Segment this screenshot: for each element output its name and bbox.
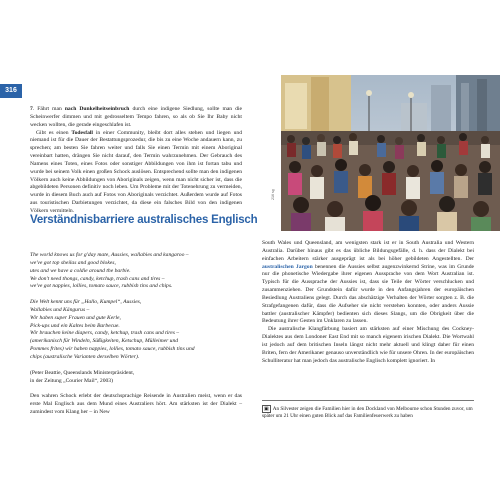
death-bold: Todesfall bbox=[71, 129, 93, 136]
page-number: 316 bbox=[0, 84, 22, 98]
intro-text-column bbox=[30, 106, 242, 216]
paragraph-cockney: Die australische Klangfärbung basiert am stärksten auf einer Mischung des Cockney-Dialektes aus dem Londoner East End mit so manch eigenem irischen Dialekt. Die Wortwahl ist jedoch auf dem britischen Inseln längst nicht mehr aktuell und klingt daher für einen Briten, fern der Amerikaner genauso unverständlich wie für unsere Ohren. In der europäischen Schulliteratur hat man jedoch das australische Englisch komplett ignoriert. In bbox=[262, 326, 474, 364]
quote-text-column bbox=[30, 252, 242, 417]
quote-attribution: (Peter Beattie, Queenslands Ministerpräsident, in der Zeitung „Courier Mail“, 2003) bbox=[30, 369, 135, 384]
paragraph-night-driving: 7. Fährt man nach Dunkelheitseinbruch durch eine indigene Siedlung, sollte man die Scheinwerfer dimmen und mit gedrosseltem Tempo fahren, so als ob Sie Ihr Baby nicht wecken wollten, die gerade eingeschlafen ist. bbox=[30, 106, 242, 128]
tip-number: 7 bbox=[30, 106, 33, 112]
festival-crowd-photo bbox=[281, 75, 500, 231]
dialect-text-column bbox=[262, 240, 474, 366]
jargon-bold: australischen Jargon bbox=[262, 263, 313, 270]
section-heading: Verständnisbarriere australisches Englisch bbox=[30, 214, 258, 226]
caption-text: An Silvester zeigen die Familien hier in den Dockland von Melbourne schon Stunden zuvor, um später um 21 Uhr einen guten Blick auf das Familienfeuerwerk zu haben bbox=[262, 406, 473, 420]
paragraph-strine: South Wales und Queensland, am wenigsten stark ist er in South Australia und Western Australia. Darüber hinaus gibt es das übliche Bildungsgefälle, d. h. dass der Dialekt bei einfachen Arbeitern stärker ausgeprägt ist als bei höher gebildeten Angestellten. Der australischen Jargon benennen die Aussies selbst augenzwinkernd Strine, was im Grunde nur die phonetische Wiedergabe ihrer eigenen Aussprache von dem Wort Australian ist. Typisch für die Aussprache der Aussies ist, dass sie Teile der Wörter verschlucken und zusammenziehen. Der Grundstein dafür wurde in den Anfangsjahren der europäischen Besiedlung Australiens gelegt. Durch das abschätzige Verhalten der Wörter sorgten z. B. die Strafgefangenen dafür, dass die Aufseher sie nicht verstehen konnten, oder anders Aussie battler (australischer Kämpfer) bedienten sich dieses Slangs, um die Obrigkeit über die Bedeutung ihrer Gesten im Unklaren zu lassen. bbox=[262, 240, 474, 325]
quote-german: Die Welt kennt uns für „Hallo, Kumpel“, Aussies, Wallabies und Kängurus – Wir haben super Frauen und gute Kerle, Pick-ups und ein Kaltes beim Barbecue. Wir brauchen keine diapers, candy, ketchup, trash cans und tires – (amerikanisch für Windeln, Süßigkeiten, Ketschup, Mülleimer und Pommes frites) wir haben nappies, lollies, tomato sauce, rubbish tins und chips (australische Varianten derselben Wörter). bbox=[30, 299, 195, 360]
camera-icon: ▣ bbox=[264, 406, 269, 412]
paragraph-death-taboo: Gibt es einen Todesfall in einer Community, bleibt dort alles stehen und liegen und niemand ist für die Dauer der Bestattungsprozedur, die bis zu eine Woche andauern kann, zu sprechen; am besten Sie fahren weiter und falls Sie einen Termin mit einem Aboriginal vereinbart hatten, drängen Sie nicht darauf, den Termin wahrzunehmen. Der Gebrauch des Namens eines Toten, eines Fotos oder sonstiger Abbildungen von ihm ist fortan tabu und wurde bei seinem Volk einen großen Schock auslösen. Entsprechend sollte man den indigenen Völkern auch keine Abbildungen von Aboriginals zeigen, wenn man nicht sicher ist, dass die abgebildeten Personen definitiv noch leben. Um Probleme mit der Totenehrung zu vermeiden, wurde in diesem Buch auch auf Fotos von Aboriginals verzichtet. Außerdem wurde auf Fotos aus touristischen Darbietungen verzichtet, da diese ein falsches Bild von den indigenen Völkern vermitteln. bbox=[30, 129, 242, 214]
quote-english: The world knows us for g'day mate, Aussies, wallabies and kangaroo – we've got top sheilas and good blokes, utes and we have a coldie around the barbie. We don't need thongs, candy, ketchup, trash cans and tires – we've got nappies, lollies, tomato sauce, rubbish tins and chips. bbox=[30, 252, 189, 290]
photo-caption bbox=[262, 400, 474, 421]
night-driving-bold: nach Dunkelheitseinbruch bbox=[64, 106, 130, 112]
photo-credit: 216 sg bbox=[271, 189, 275, 200]
paragraph-dialect-shock: Den wahren Schock erlebt der deutschsprachige Reisende in Australien meist, wenn er das erste Mal Englisch aus dem Mund eines Australiers hört. Am stärksten ist der Dialekt – zumindest vom Klang her – in New bbox=[30, 393, 242, 415]
